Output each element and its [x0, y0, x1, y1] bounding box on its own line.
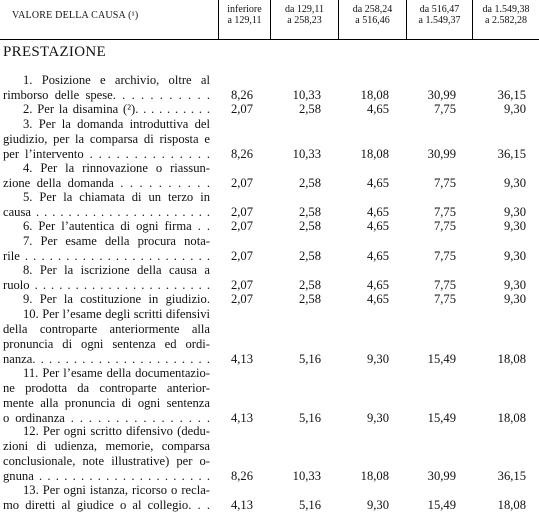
description-line: 1. Posizione e archivio, oltre al — [23, 73, 210, 87]
column-header-line: da 258,24 — [352, 4, 393, 15]
fee-value: 2,07 — [230, 205, 253, 219]
table-row — [0, 190, 539, 220]
description-line: 6. Per l’autentica di ogni firma . . — [23, 219, 210, 233]
fee-value: 7,75 — [433, 278, 456, 292]
column-header-line: a 258,23 — [287, 15, 322, 26]
description-line: 12. Per ogni scritto difensivo (dedu- — [23, 424, 210, 438]
fee-value: 4,13 — [230, 498, 253, 512]
fee-value: 9,30 — [503, 102, 526, 116]
description-line: ruolo . . . . . . . . . . . . . . . . . . . . . . — [3, 278, 210, 292]
fee-value: 15,49 — [427, 411, 456, 425]
fee-value: 18,08 — [497, 498, 526, 512]
service-description — [3, 117, 210, 162]
description-line: rile . . . . . . . . . . . . . . . . . . . . . . . — [3, 249, 210, 263]
fee-value: 7,75 — [433, 205, 456, 219]
service-description — [3, 219, 210, 234]
fee-value: 4,65 — [366, 249, 389, 263]
fee-value: 7,75 — [433, 176, 456, 190]
fee-value: 7,75 — [433, 219, 456, 233]
service-description — [3, 263, 210, 293]
column-header — [271, 4, 338, 26]
fee-value: 9,30 — [503, 219, 526, 233]
fee-value: 8,26 — [230, 469, 253, 483]
description-line: 9. Per la costituzione in giudizio. — [23, 292, 210, 306]
table-row — [0, 263, 539, 293]
fee-value: 18,08 — [360, 147, 389, 161]
fee-value: 10,33 — [292, 469, 321, 483]
fee-value: 2,07 — [230, 176, 253, 190]
fee-value: 2,58 — [298, 176, 321, 190]
description-line: giudizio, per la comparsa di risposta e — [3, 132, 210, 146]
description-line: o ordinanza . . . . . . . . . . . . . . . . — [3, 411, 210, 425]
fee-value: 7,75 — [433, 292, 456, 306]
fee-value: 2,58 — [298, 205, 321, 219]
service-description — [3, 161, 210, 191]
fee-value: 2,07 — [230, 102, 253, 116]
fee-value: 7,75 — [433, 249, 456, 263]
fee-value: 30,99 — [427, 469, 456, 483]
column-header-line: da 1.549,38 — [482, 4, 530, 15]
fee-value: 4,65 — [366, 292, 389, 306]
description-line: mo diretti al giudice o al collegio. . . — [3, 498, 210, 512]
description-line: 5. Per la chiamata di un terzo in — [23, 190, 210, 204]
column-header-line: a 516,46 — [355, 15, 390, 26]
column-header — [219, 4, 270, 26]
fee-value: 4,13 — [230, 352, 253, 366]
fee-value: 30,99 — [427, 147, 456, 161]
fee-value: 8,26 — [230, 88, 253, 102]
table-row — [0, 117, 539, 162]
description-line: conclusionale, note illustrative) per o- — [3, 454, 210, 468]
service-description — [3, 73, 210, 103]
description-line: per l’intervento . . . . . . . . . . . . . . — [3, 147, 210, 161]
fee-value: 2,07 — [230, 249, 253, 263]
fee-value: 5,16 — [298, 411, 321, 425]
service-description — [3, 234, 210, 264]
fee-value: 2,58 — [298, 278, 321, 292]
fee-value: 9,30 — [503, 205, 526, 219]
fee-value: 9,30 — [366, 411, 389, 425]
fee-value: 4,65 — [366, 278, 389, 292]
column-header-line: da 516,47 — [419, 4, 460, 15]
service-description — [3, 292, 210, 307]
column-header — [339, 4, 406, 26]
fee-value: 18,08 — [360, 469, 389, 483]
fee-value: 9,30 — [503, 292, 526, 306]
fee-value: 4,65 — [366, 205, 389, 219]
fee-value: 4,65 — [366, 176, 389, 190]
fee-value: 9,30 — [503, 249, 526, 263]
column-header-line: a 1.549,37 — [418, 15, 461, 26]
description-line: zioni di udienza, memorie, comparsa — [3, 439, 210, 453]
service-description — [3, 483, 210, 513]
description-line: gnuna . . . . . . . . . . . . . . . . . . . . . — [3, 469, 210, 483]
fee-value: 2,07 — [230, 292, 253, 306]
description-line: zione della domanda . . . . . . . . . . — [3, 176, 210, 190]
fee-value: 4,65 — [366, 219, 389, 233]
description-line: della controparte anteriormente alla — [3, 322, 210, 336]
column-header-line: da 129,11 — [284, 4, 325, 15]
description-line: mente alla pronuncia di ogni sentenza — [3, 396, 210, 410]
fee-value: 2,58 — [298, 219, 321, 233]
fee-value: 18,08 — [497, 352, 526, 366]
column-header — [407, 4, 472, 26]
fee-value: 2,07 — [230, 219, 253, 233]
fee-value: 15,49 — [427, 498, 456, 512]
fee-value: 5,16 — [298, 498, 321, 512]
table-row — [0, 102, 539, 117]
table-row — [0, 424, 539, 484]
service-description — [3, 424, 210, 484]
description-line: 8. Per la iscrizione della causa a — [23, 263, 210, 277]
column-header — [473, 4, 539, 26]
table-row — [0, 292, 539, 307]
description-line: 10. Per l’esame degli scritti difensivi — [23, 307, 210, 321]
fee-value: 2,58 — [298, 292, 321, 306]
fee-value: 7,75 — [433, 102, 456, 116]
description-line: causa . . . . . . . . . . . . . . . . . . . . . . — [3, 205, 210, 219]
fee-value: 36,15 — [497, 88, 526, 102]
fee-value: 5,16 — [298, 352, 321, 366]
description-line: 3. Per la domanda introduttiva del — [23, 117, 210, 131]
fee-value: 30,99 — [427, 88, 456, 102]
cause-value-label: VALORE DELLA CAUSA (¹) — [12, 10, 139, 21]
description-line: 13. Per ogni istanza, ricorso o recla- — [23, 483, 210, 497]
service-description — [3, 102, 210, 117]
description-line: 2. Per la disamina (²). . . . . . . . . . — [23, 102, 210, 116]
fee-value: 2,58 — [298, 102, 321, 116]
column-header-line: a 2.582,28 — [485, 15, 527, 26]
description-line: rimborso delle spese. . . . . . . . . . . — [3, 88, 210, 102]
description-line: 4. Per la rinnovazione o riassun- — [23, 161, 210, 175]
fee-value: 4,65 — [366, 102, 389, 116]
fee-value: 9,30 — [366, 498, 389, 512]
description-line: 11. Per l’esame della documentazio- — [23, 366, 210, 380]
description-line: 7. Per esame della procura nota- — [23, 234, 210, 248]
table-row — [0, 483, 539, 513]
table-row — [0, 219, 539, 234]
description-line: nanza. . . . . . . . . . . . . . . . . . . . . . — [3, 352, 210, 366]
fee-value: 36,15 — [497, 147, 526, 161]
fee-value: 10,33 — [292, 88, 321, 102]
service-description — [3, 190, 210, 220]
table-row — [0, 366, 539, 426]
fee-value: 2,07 — [230, 278, 253, 292]
fee-value: 2,58 — [298, 249, 321, 263]
description-line: pronuncia di ogni sentenza ed ordi- — [3, 337, 210, 351]
table-row — [0, 73, 539, 103]
column-header-line: a 129,11 — [227, 15, 262, 26]
fee-value: 10,33 — [292, 147, 321, 161]
description-line: ne prodotta da controparte anterior- — [3, 381, 210, 395]
fee-value: 4,13 — [230, 411, 253, 425]
fee-value: 9,30 — [503, 278, 526, 292]
fee-value: 18,08 — [497, 411, 526, 425]
fee-value: 18,08 — [360, 88, 389, 102]
table-row — [0, 161, 539, 191]
service-description — [3, 366, 210, 426]
table-row — [0, 234, 539, 264]
table-row — [0, 307, 539, 367]
table-header — [0, 0, 539, 40]
fee-value: 9,30 — [503, 176, 526, 190]
fee-value: 9,30 — [366, 352, 389, 366]
fee-value: 8,26 — [230, 147, 253, 161]
fee-value: 15,49 — [427, 352, 456, 366]
service-description — [3, 307, 210, 367]
column-header-line: inferiore — [227, 4, 262, 15]
section-title: PRESTAZIONE — [3, 44, 106, 60]
fee-value: 36,15 — [497, 469, 526, 483]
